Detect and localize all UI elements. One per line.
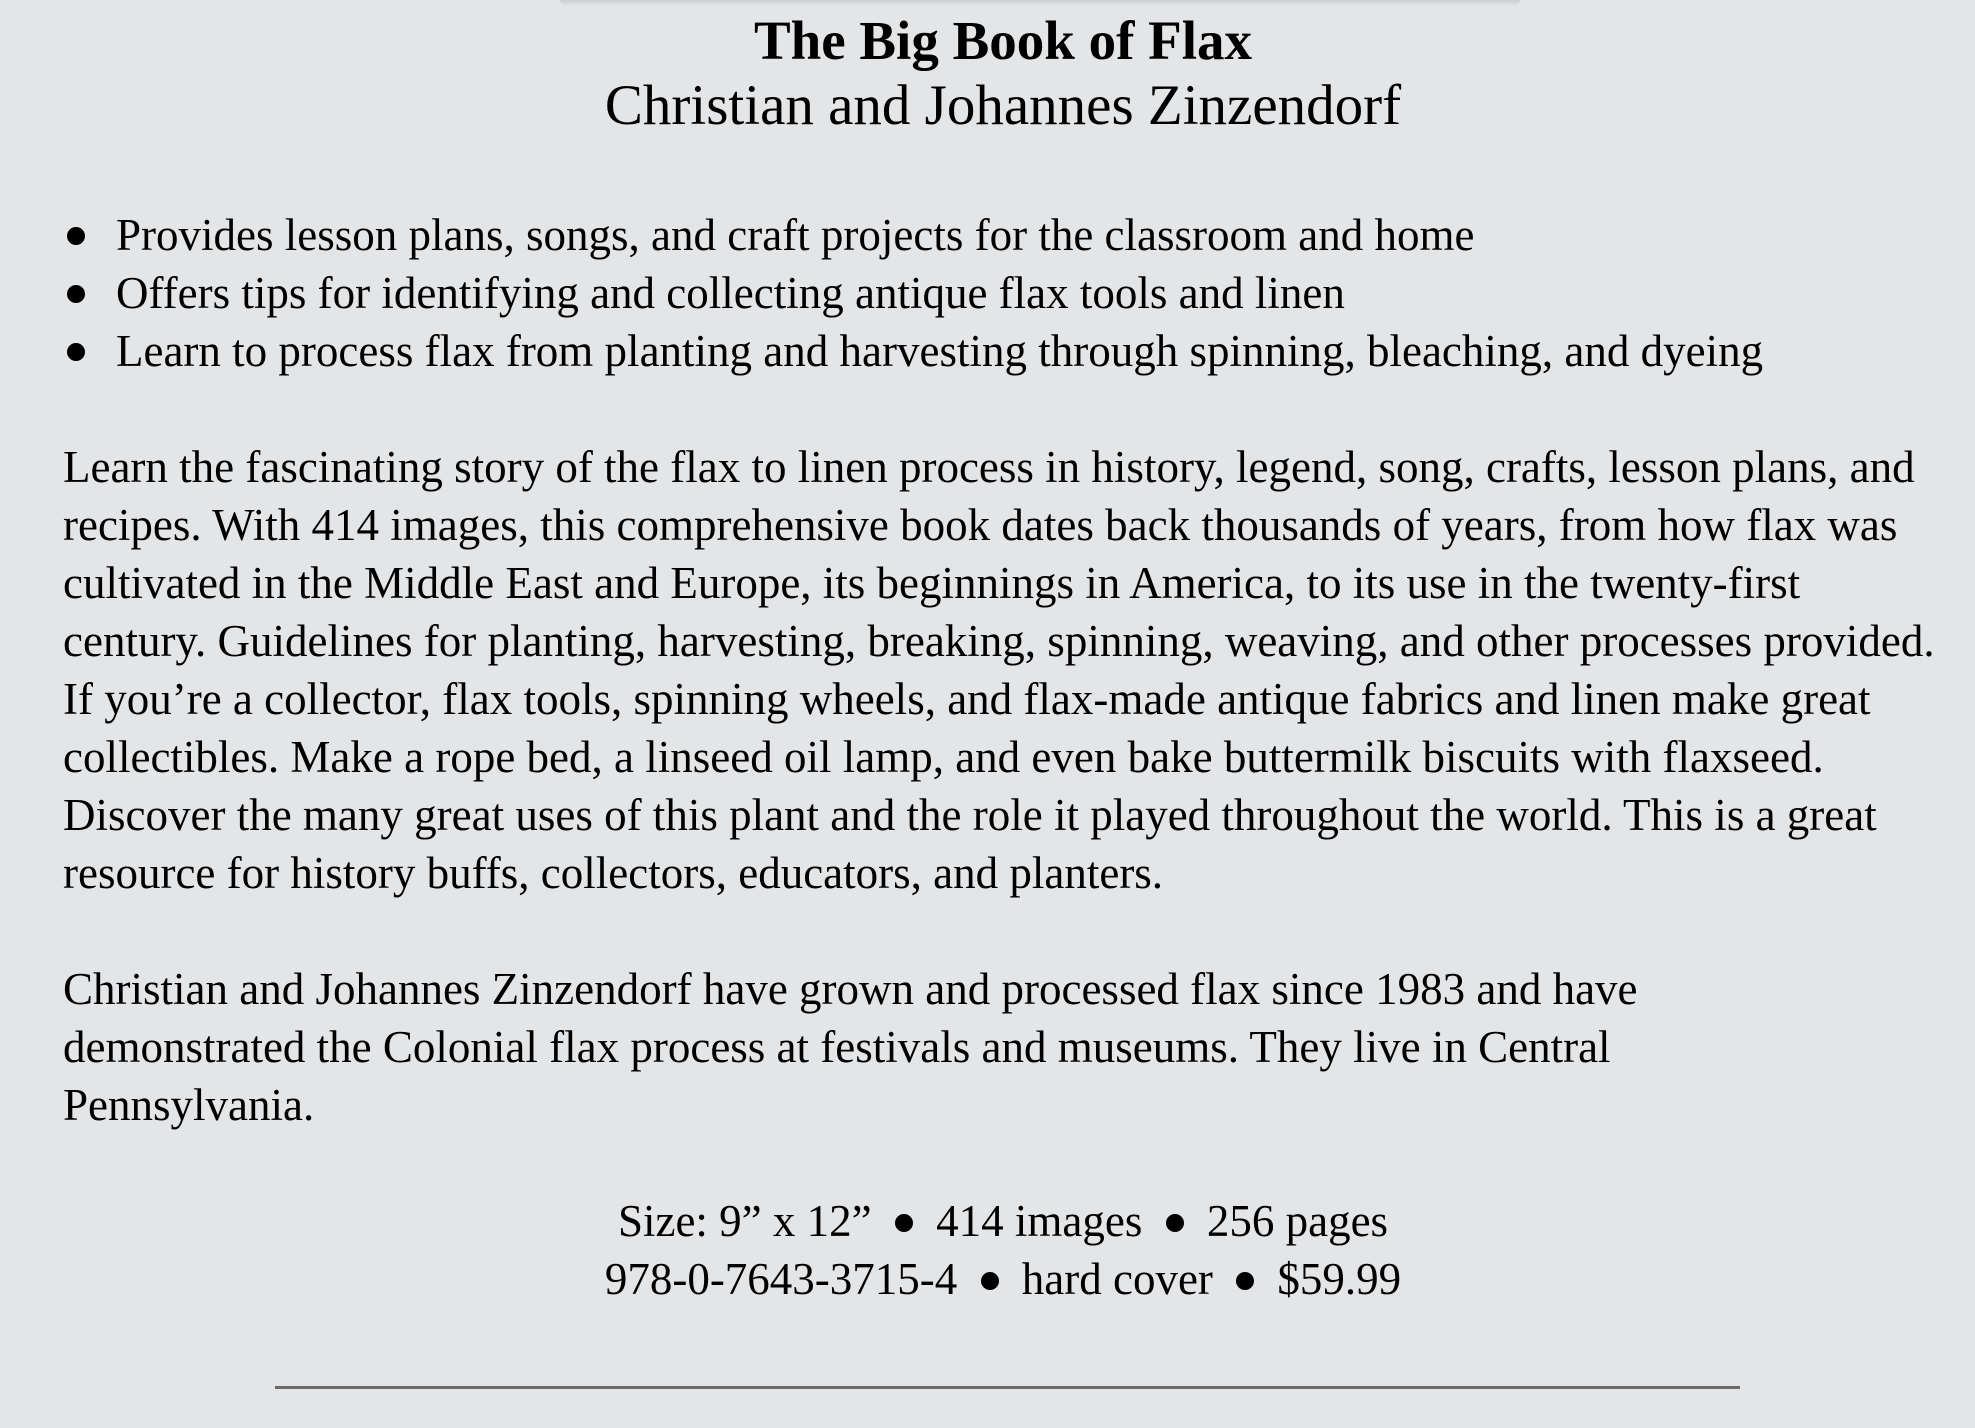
bullet-icon [981, 1272, 999, 1290]
spec-size: Size: 9” x 12” [617, 1196, 872, 1246]
spec-isbn: 978-0-7643-3715-4 [604, 1254, 958, 1304]
spec-pages: 256 pages [1206, 1196, 1389, 1246]
feature-text: Provides lesson plans, songs, and craft projects for the classroom and home [116, 210, 1475, 260]
book-title: The Big Book of Flax [753, 10, 1253, 71]
spec-images: 414 images [936, 1196, 1143, 1246]
spec-binding: hard cover [1021, 1254, 1213, 1304]
specs-line-1 [63, 1192, 1943, 1250]
bullet-icon [67, 227, 85, 245]
feature-list [63, 206, 1943, 380]
bullet-icon [895, 1214, 913, 1232]
feature-item [63, 206, 1943, 264]
bullet-icon [67, 285, 85, 303]
bottom-divider [275, 1386, 1740, 1389]
specs-line-2 [63, 1250, 1943, 1308]
book-sheet [63, 0, 1943, 1308]
feature-text: Offers tips for identifying and collecting antique flax tools and linen [116, 268, 1345, 318]
feature-item [63, 322, 1943, 380]
about-authors: Christian and Johannes Zinzendorf have grown and processed flax since 1983 and have demonstrated the Colonial flax process at festivals and museums. They live in Central Pennsylvania. [63, 964, 1638, 1130]
bullet-icon [1166, 1214, 1184, 1232]
bullet-icon [67, 343, 85, 361]
spec-price: $59.99 [1277, 1254, 1402, 1304]
book-description: Learn the fascinating story of the flax to linen process in history, legend, song, crafts, lesson plans, and recipes. With 414 images, this comprehensive book dates back thousands of years, from how flax was cultivated in the Middle East and Europe, its beginnings in America, to its use in the twenty-first century. Guidelines for planting, harvesting, breaking, spinning, weaving, and other processes provided. If you’re a collector, flax tools, spinning wheels, and flax-made antique fabrics and linen make great collectibles. Make a rope bed, a linseed oil lamp, and even bake buttermilk biscuits with flaxseed. Discover the many great uses of this plant and the role it played throughout the world. This is a great resource for history buffs, collectors, educators, and planters. [63, 442, 1935, 898]
book-specs [63, 1192, 1943, 1308]
feature-item [63, 264, 1943, 322]
bullet-icon [1236, 1272, 1254, 1290]
feature-text: Learn to process flax from planting and harvesting through spinning, bleaching, and dyeing [116, 326, 1764, 376]
book-authors: Christian and Johannes Zinzendorf [604, 74, 1402, 137]
